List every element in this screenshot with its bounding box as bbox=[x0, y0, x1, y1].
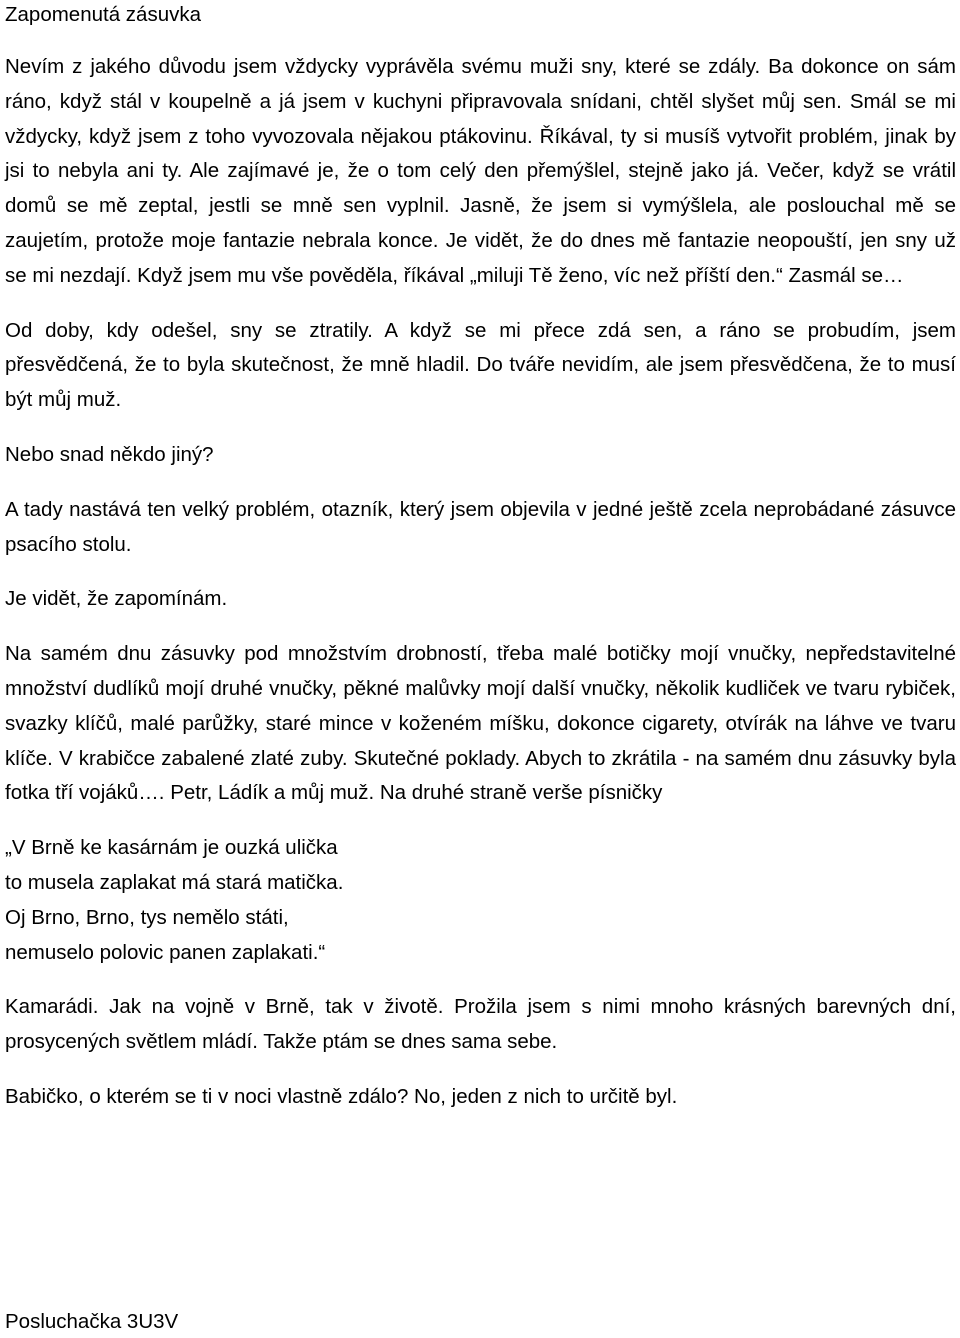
paragraph-someone-else: Nebo snad někdo jiný? bbox=[5, 442, 214, 466]
verse-line: „V Brně ke kasárnám je ouzká ulička bbox=[5, 836, 338, 860]
verse-line: nemuselo polovic panen zaplakati.“ bbox=[5, 940, 326, 964]
document-body bbox=[5, 0, 956, 1135]
paragraph-friends: Kamarádi. Jak na vojně v Brně, tak v životě. Prožila jsem s nimi mnoho krásných barevných dní, prosycených světlem mládí. Takže ptám se dnes sama sebe. bbox=[5, 995, 956, 1054]
paragraph-drawer-contents: Na samém dnu zásuvky pod množstvím drobností, třeba malé botičky mojí vnučky, nepředstavitelné množství dudlíků mojí druhé vnučky, pěkné malůvky mojí další vnučky, několik kudliček ve tvaru rybiček, svazky klíčů, malé parůžky, staré mince v koženém míšku, dokonce cigarety, otvírák na láhve ve tvaru klíče. V krabičce zabalené zlaté zuby. Skutečné poklady. Abych to zkrátila - na samém dnu zásuvky byla fotka tří vojáků…. Petr, Ládík a můj muž. Na druhé straně verše písničky bbox=[5, 642, 956, 805]
verse-line: Oj Brno, Brno, tys nemělo státi, bbox=[5, 905, 289, 929]
paragraph-problem: A tady nastává ten velký problém, otazník, který jsem objevila v jedné ještě zcela neprobádané zásuvce psacího stolu. bbox=[5, 497, 956, 556]
paragraph-since-he-left: Od doby, kdy odešel, sny se ztratily. A když se mi přece zdá sen, a ráno se probudím, jsem přesvědčená, že to byla skutečnost, že mně hladil. Do tváře nevidím, ale jsem přesvědčena, že to musí být můj muž. bbox=[5, 318, 956, 412]
paragraph-forgetting: Je vidět, že zapomínám. bbox=[5, 587, 228, 611]
song-verse bbox=[5, 831, 956, 970]
author-signature: Posluchačka 3U3V bbox=[5, 1310, 179, 1333]
document-title: Zapomenutá zásuvka bbox=[5, 3, 202, 26]
paragraph-final-question: Babičko, o kterém se ti v noci vlastně zdálo? No, jeden z nich to určitě byl. bbox=[5, 1084, 678, 1108]
paragraph-dreams: Nevím z jakého důvodu jsem vždycky vyprávěla svému muži sny, které se zdály. Ba dokonce on sám ráno, když stál v koupelně a já jsem v kuchyni připravovala snídani, chtěl slyšet můj sen. Smál se mi vždycky, když jsem z toho vyvozovala nějakou ptákovinu. Říkával, ty si musíš vytvořit problém, jinak by jsi to nebyla ani ty. Ale zajímavé je, že o tom celý den přemýšlel, stejně jako já. Večer, když se vrátil domů se mě zeptal, jestli se mně sen vyplnil. Jasně, že jsem si vymýšlela, ale poslouchal mě se zaujetím, protože moje fantazie nebrala konce. Je vidět, že do dnes mě fantazie neopouští, jen sny už se mi nezdají. Když jsem mu vše pověděla, říkával „miluji Tě ženo, víc než příští den.“ Zasmál se… bbox=[5, 55, 956, 287]
verse-line: to musela zaplakat má stará matička. bbox=[5, 870, 344, 894]
